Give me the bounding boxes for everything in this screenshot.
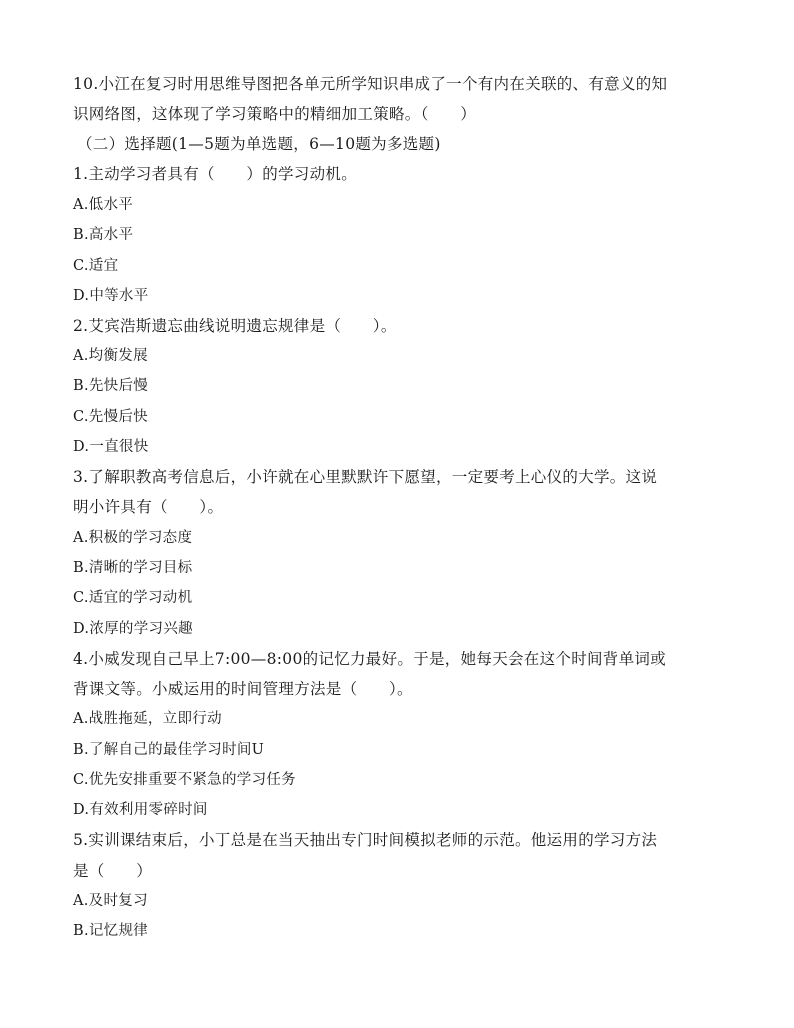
q10-stem-line-1: 10.小江在复习时用思维导图把各单元所学知识串成了一个有内在关联的、有意义的知: [73, 75, 668, 93]
question-2-option-a: A.均衡发展: [73, 348, 148, 364]
question-3-stem-line-2: 明小许具有（ ）。: [73, 498, 224, 516]
question-5-stem-line-1: 5.实训课结束后，小丁总是在当天抽出专门时间模拟老师的示范。他运用的学习方法: [73, 831, 658, 849]
question-3-stem-line-1: 3.了解职教高考信息后，小许就在心里默默许下愿望，一定要考上心仪的大学。这说: [73, 468, 658, 486]
section-heading: （二）选择题(1—5题为单选题，6—10题为多选题): [77, 135, 441, 153]
question-2-option-c: C.先慢后快: [73, 409, 148, 425]
question-3-option-a: A.积极的学习态度: [73, 530, 193, 546]
question-1-option-b: B.高水平: [73, 227, 134, 243]
question-2-option-d: D.一直很快: [73, 439, 149, 455]
question-2-option-b: B.先快后慢: [73, 378, 149, 394]
question-1-option-a: A.低水平: [73, 197, 134, 213]
question-4-option-c: C.优先安排重要不紧急的学习任务: [73, 772, 296, 788]
question-1-stem: 1.主动学习者具有（ ）的学习动机。: [73, 165, 357, 183]
question-1-option-d: D.中等水平: [73, 288, 149, 304]
question-4-option-a: A.战胜拖延，立即行动: [73, 711, 222, 727]
question-5-option-a: A.及时复习: [73, 893, 148, 909]
question-5-option-b: B.记忆规律: [73, 923, 149, 939]
question-1-option-c: C.适宜: [73, 258, 119, 274]
question-3-option-c: C.适宜的学习动机: [73, 590, 193, 606]
question-4-option-b: B.了解自己的最佳学习时间U: [73, 742, 265, 758]
question-3-option-b: B.清晰的学习目标: [73, 560, 193, 576]
question-2-stem: 2.艾宾浩斯遗忘曲线说明遗忘规律是（ ）。: [73, 317, 397, 335]
question-3-option-d: D.浓厚的学习兴趣: [73, 621, 193, 637]
question-5-stem-line-2: 是（ ）: [73, 862, 153, 880]
q10-stem-line-2: 识网络图，这体现了学习策略中的精细加工策略。（ ）: [73, 105, 477, 123]
question-4-option-d: D.有效利用零碎时间: [73, 802, 208, 818]
question-4-stem-line-2: 背课文等。小威运用的时间管理方法是（ ）。: [73, 680, 413, 698]
question-4-stem-line-1: 4.小威发现自己早上7:00—8:00的记忆力最好。于是，她每天会在这个时间背单词或: [73, 650, 667, 668]
